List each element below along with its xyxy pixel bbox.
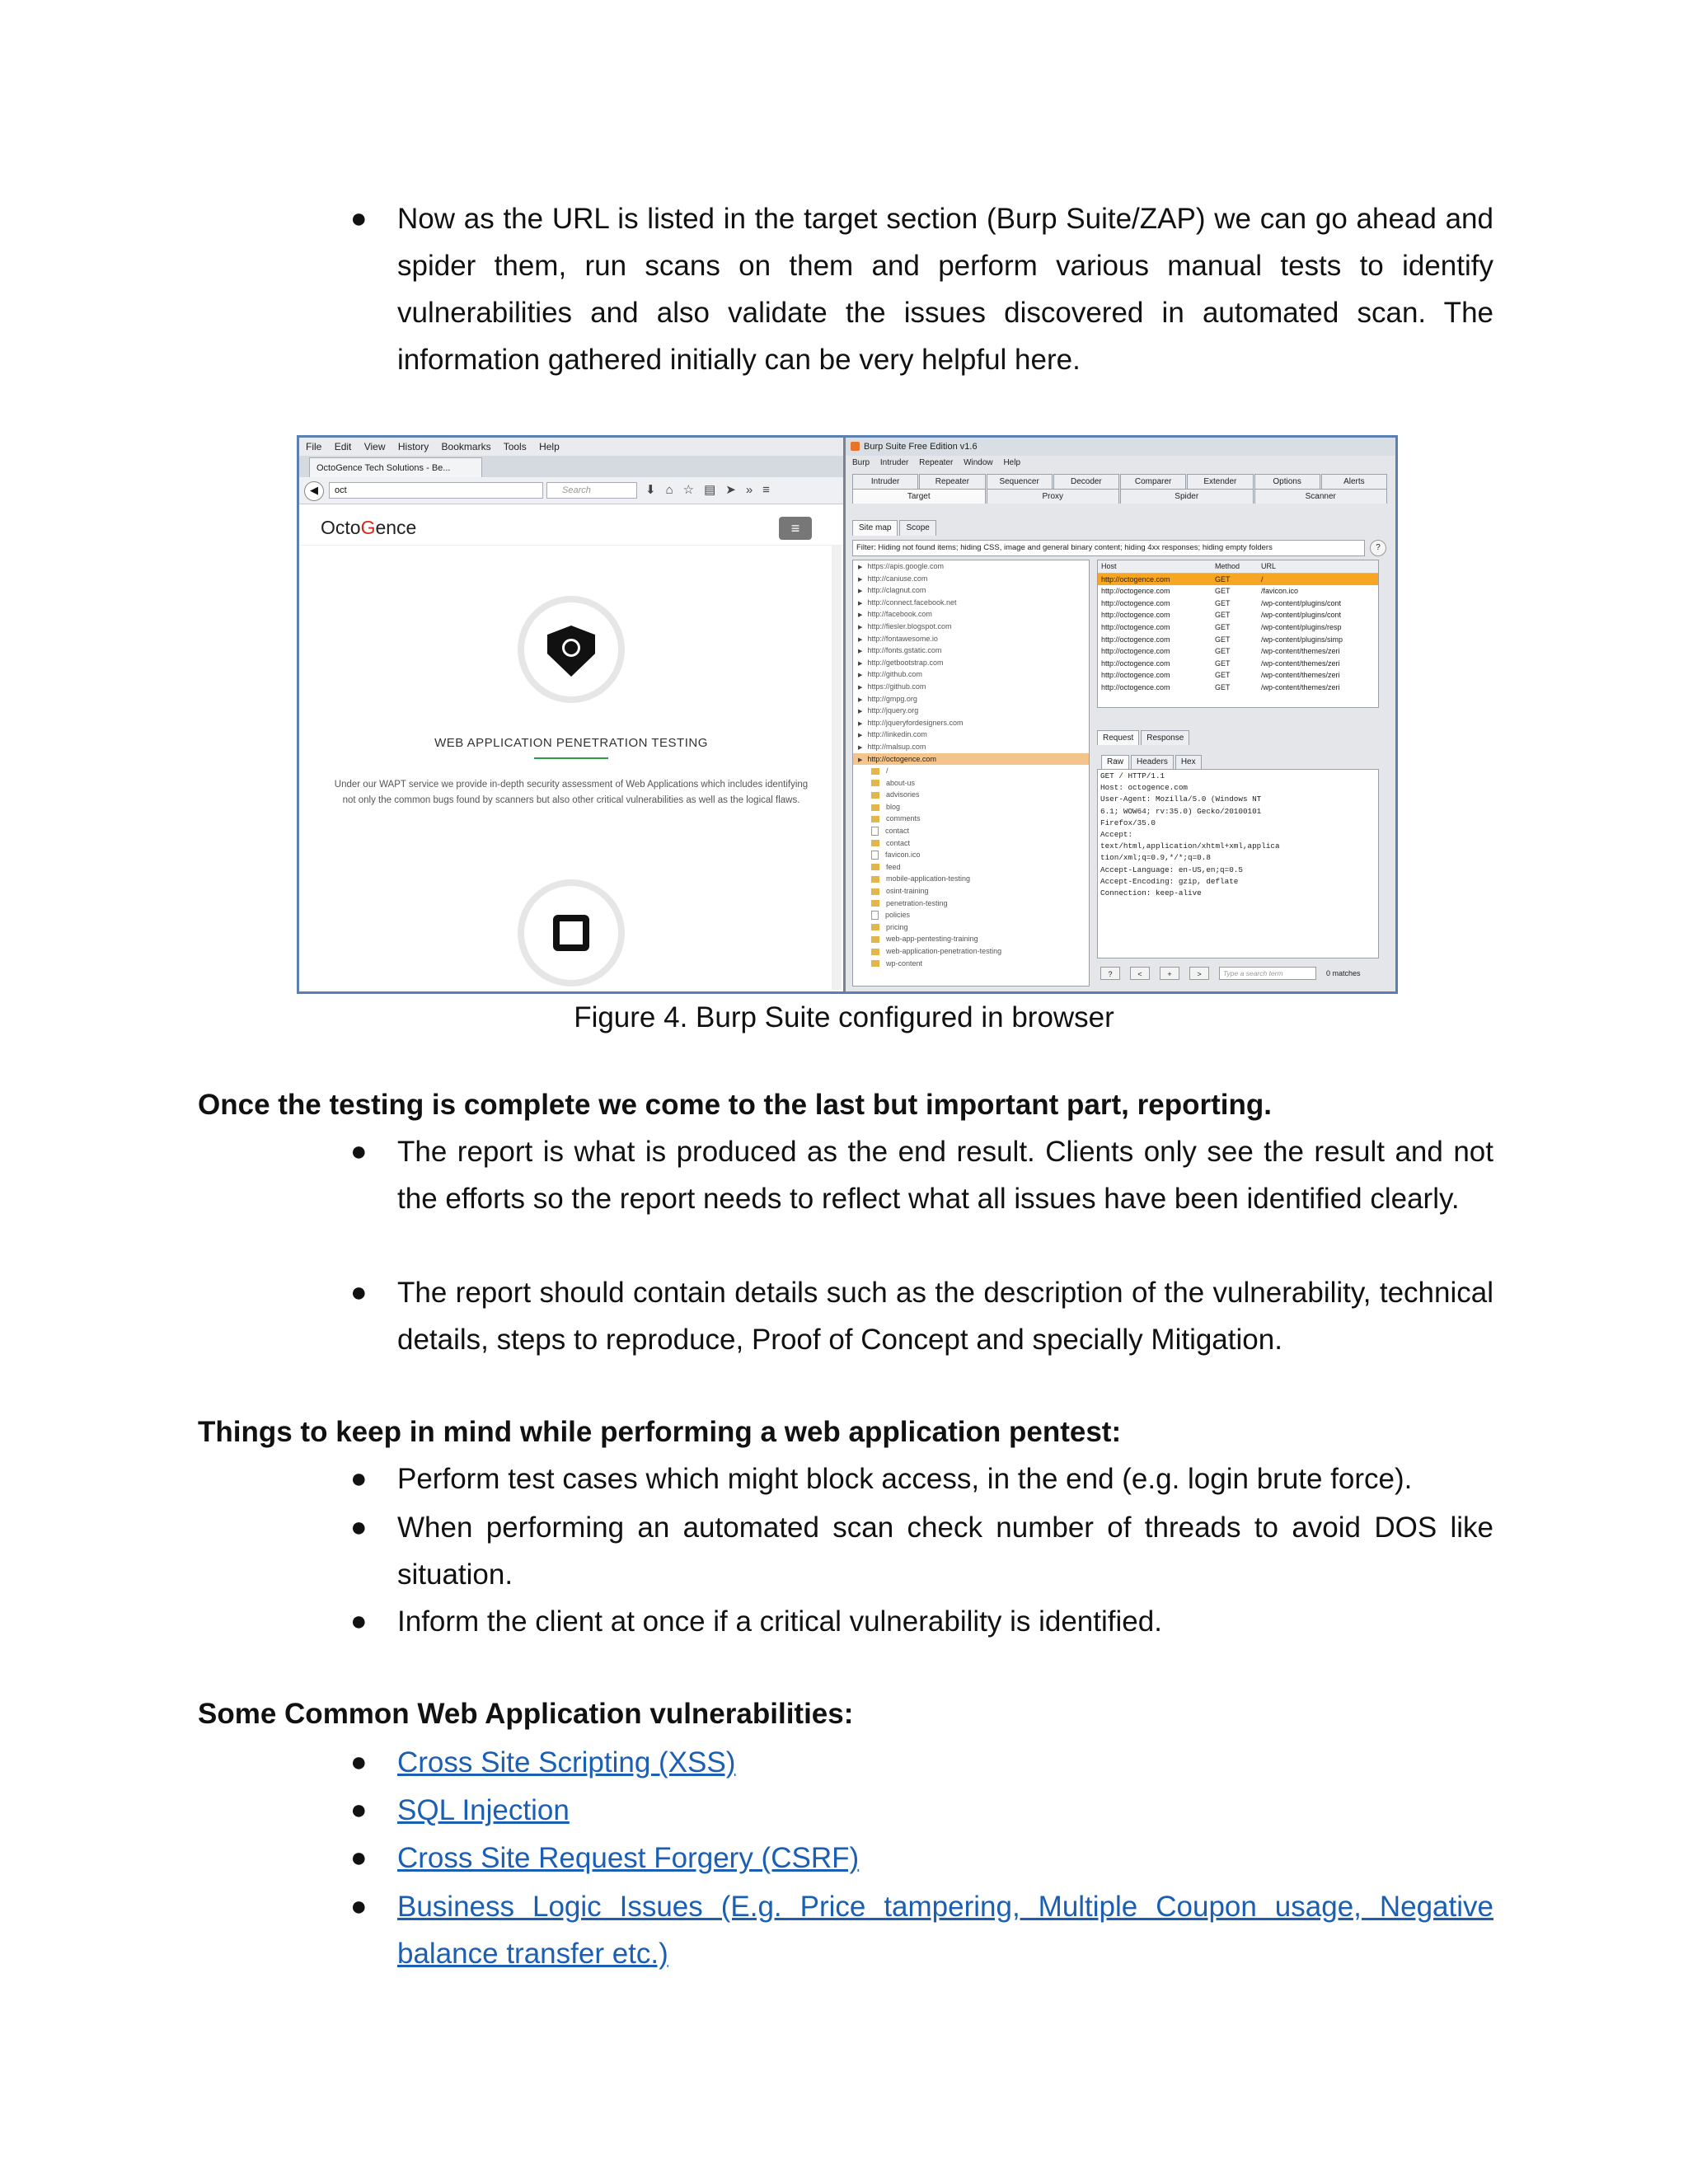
tree-node-folder[interactable] (853, 789, 1089, 801)
burp-menu-repeater[interactable]: Repeater (919, 458, 954, 467)
next-button[interactable]: > (1189, 967, 1209, 980)
tab-intruder[interactable]: Intruder (852, 474, 918, 489)
table-cell: GET (1215, 574, 1231, 583)
tree-node-site[interactable] (853, 584, 1089, 597)
expand-arrow-icon[interactable]: ▶ (858, 744, 863, 751)
table-row[interactable] (1098, 645, 1378, 658)
menu-help[interactable]: Help (539, 441, 560, 452)
tree-node-label: web-app-pentesting-training (886, 935, 978, 944)
tree-node-site[interactable] (853, 644, 1089, 657)
tree-node-site[interactable] (853, 573, 1089, 585)
tree-node-folder[interactable] (853, 765, 1089, 777)
tree-node-site[interactable] (853, 717, 1089, 729)
reporting-bullet-1: The report is what is produced as the end result. Clients only see the result and not the efforts so the report needs to reflect what all issues have been identified clearly. (397, 1136, 1493, 1215)
col-url[interactable]: URL (1261, 562, 1277, 570)
keep-bullet-1: Perform test cases which might block access, in the end (e.g. login brute force). (397, 1463, 1413, 1495)
expand-arrow-icon[interactable]: ▶ (858, 612, 863, 619)
firefox-tabbar (299, 456, 843, 477)
table-cell: http://octogence.com (1101, 622, 1170, 631)
tab-alerts[interactable]: Alerts (1321, 474, 1387, 489)
tree-node-site[interactable] (853, 729, 1089, 741)
raw-request-view[interactable]: GET / HTTP/1.1 Host: octogence.com User-Agent: Mozilla/5.0 (Windows NT 6.1; WOW64; rv:35.0) Gecko/20100101 Firefox/35.0 Accept: text/html,application/xhtml+xml,applica tion/xml;q=0.9,*/*;q=0.8 Accept-Language: en-US,en;q=0.5 Accept-Encoding: gzip, deflate Connection: keep-alive (1097, 769, 1379, 958)
table-cell: http://octogence.com (1101, 587, 1170, 596)
tree-node-label: http://github.com (867, 670, 922, 679)
table-row[interactable] (1098, 621, 1378, 634)
table-cell: / (1261, 574, 1264, 583)
tree-node-site[interactable] (853, 705, 1089, 717)
tab-repeater[interactable]: Repeater (919, 474, 985, 489)
bullet: ● (350, 1746, 368, 1778)
service-description: Under our WAPT service we provide in-depth security assessment of Web Applications which includes identifying not only the common bugs found by scanners but also other critical vulnerabilities as well as the logical flaws. (334, 780, 809, 805)
tab-headers[interactable]: Headers (1131, 755, 1174, 769)
bullet: ● (350, 1842, 368, 1873)
tree-node-label: contact (886, 838, 911, 847)
burp-main-tabs (852, 474, 1388, 504)
tree-node-site[interactable] (853, 741, 1089, 753)
target-icon (553, 915, 589, 951)
menu-edit[interactable]: Edit (334, 441, 352, 452)
bullet: ● (350, 203, 368, 234)
expand-arrow-icon[interactable]: ▶ (858, 624, 863, 630)
tree-node-label: http://gmpg.org (867, 694, 917, 703)
table-cell: http://octogence.com (1101, 682, 1170, 691)
bullet: ● (350, 1891, 368, 1922)
tree-node-label: osint-training (886, 887, 929, 896)
tree-node-folder[interactable] (853, 933, 1089, 945)
tree-node-label: http://linkedin.com (867, 730, 927, 739)
expand-arrow-icon[interactable]: ▶ (858, 720, 863, 727)
table-cell: /wp-content/themes/zeri (1261, 658, 1340, 668)
shield-icon-ring (518, 596, 625, 703)
tree-node-folder[interactable] (853, 777, 1089, 790)
tree-node-label: favicon.ico (885, 851, 921, 860)
firefox-toolbar (299, 477, 843, 504)
title-underline (534, 757, 608, 759)
tab-site-map[interactable]: Site map (852, 520, 898, 536)
tab-options[interactable]: Options (1254, 474, 1320, 489)
target-icon-ring (518, 879, 625, 987)
request-table[interactable] (1097, 560, 1379, 708)
tree-node-folder[interactable] (853, 837, 1089, 850)
bullet: ● (350, 1511, 368, 1543)
burp-suite-screenshot (297, 435, 1398, 994)
burp-menu-window[interactable]: Window (964, 458, 993, 467)
menu-view[interactable]: View (363, 441, 386, 452)
table-row[interactable] (1098, 598, 1378, 610)
tree-node-label: http://jquery.org (867, 706, 919, 715)
bullet: ● (350, 1136, 368, 1167)
table-row[interactable] (1098, 658, 1378, 670)
tab-request[interactable]: Request (1097, 730, 1139, 745)
tree-node-label: http://clagnut.com (867, 586, 926, 595)
request-response-tabs (1097, 730, 1191, 745)
bullet: ● (350, 1794, 368, 1825)
tree-node-label: / (886, 766, 889, 776)
bullet: ● (350, 1277, 368, 1308)
tree-node-site[interactable] (853, 597, 1089, 609)
link-business-logic[interactable]: Business Logic Issues (E.g. Price tampering, Multiple Coupon usage, Negative balance transfer etc.) (397, 1891, 1493, 1970)
expand-arrow-icon[interactable]: ▶ (858, 600, 863, 607)
tree-node-label: http://connect.facebook.net (867, 598, 957, 607)
table-header (1098, 560, 1378, 574)
tree-node-label: http://octogence.com (867, 754, 936, 763)
table-row[interactable] (1098, 574, 1378, 586)
table-cell: GET (1215, 647, 1231, 656)
tab-scanner[interactable]: Scanner (1254, 489, 1388, 504)
tree-node-folder[interactable] (853, 898, 1089, 910)
reporting-bullet-2: The report should contain details such as the description of the vulnerability, technical details, steps to reproduce, Proof of Concept and specially Mitigation. (397, 1277, 1493, 1356)
tab-proxy[interactable]: Proxy (987, 489, 1120, 504)
tree-node-folder[interactable] (853, 945, 1089, 958)
filter-bar[interactable]: Filter: Hiding not found items; hiding CSS, image and general binary content; hiding 4xx responses; hiding empty folders (852, 540, 1365, 556)
link-csrf[interactable]: Cross Site Request Forgery (CSRF) (397, 1842, 860, 1874)
tree-node-label: contact (885, 827, 910, 836)
table-cell: GET (1215, 587, 1231, 596)
search-term-input[interactable]: Type a search term (1219, 967, 1316, 980)
tree-node-label: http://fiesler.blogspot.com (867, 621, 952, 630)
tree-node-site[interactable] (853, 608, 1089, 621)
request-search-bar (1097, 965, 1379, 983)
keep-bullet-3: Inform the client at once if a critical vulnerability is identified. (397, 1605, 1162, 1638)
table-cell: http://octogence.com (1101, 635, 1170, 644)
tree-node-site[interactable] (853, 633, 1089, 645)
tree-node-folder[interactable] (853, 958, 1089, 970)
tree-node-file[interactable] (853, 825, 1089, 837)
tree-node-label: advisories (886, 790, 920, 799)
burp-menu-intruder[interactable]: Intruder (879, 458, 909, 467)
tree-node-site[interactable] (853, 657, 1089, 669)
link-xss[interactable]: Cross Site Scripting (XSS) (397, 1746, 736, 1779)
expand-arrow-icon[interactable]: ▶ (858, 684, 863, 691)
tree-node-label: policies (885, 911, 911, 920)
url-bar[interactable]: oct (329, 482, 543, 499)
match-count: 0 matches (1326, 969, 1361, 977)
tree-node-label: http://facebook.com (867, 610, 932, 619)
burp-title: Burp Suite Free Edition v1.6 (846, 438, 1395, 456)
tree-node-site[interactable] (853, 668, 1089, 681)
firefox-window (299, 438, 846, 991)
tree-node-label: http://malsup.com (867, 742, 926, 751)
target-subtabs (852, 520, 938, 536)
menu-bookmarks[interactable]: Bookmarks (441, 441, 491, 452)
tree-node-file[interactable] (853, 849, 1089, 861)
tree-node-label: http://getbootstrap.com (867, 658, 944, 667)
tree-node-file[interactable] (853, 909, 1089, 921)
firefox-menubar (299, 438, 843, 456)
tree-node-label: https://apis.google.com (867, 562, 944, 570)
tab-scope[interactable]: Scope (899, 520, 935, 536)
figure-caption: Figure 4. Burp Suite configured in browser (574, 1001, 1114, 1033)
tree-node-label: http://jqueryfordesigners.com (867, 718, 964, 727)
tab-sequencer[interactable]: Sequencer (987, 474, 1053, 489)
shield-icon (547, 626, 595, 677)
back-icon[interactable]: ◀ (304, 481, 324, 501)
tree-node-label: about-us (886, 778, 916, 787)
table-cell: /wp-content/themes/zeri (1261, 647, 1340, 656)
tree-node-site[interactable] (853, 753, 1089, 766)
tab-comparer[interactable]: Comparer (1120, 474, 1186, 489)
menu-file[interactable]: File (306, 441, 322, 452)
vulnerabilities-heading: Some Common Web Application vulnerabilities: (198, 1698, 854, 1730)
tree-node-label: https://github.com (867, 682, 926, 691)
table-cell: http://octogence.com (1101, 598, 1170, 607)
keep-in-mind-heading: Things to keep in mind while performing a web application pentest: (198, 1416, 1122, 1448)
toolbar-icons[interactable]: ⬇⌂☆▤➤»≡ (645, 483, 780, 497)
col-host[interactable]: Host (1101, 562, 1117, 570)
burp-menu-help[interactable]: Help (1003, 458, 1021, 467)
service-title: WEB APPLICATION PENETRATION TESTING (434, 736, 708, 750)
tree-node-folder[interactable] (853, 861, 1089, 874)
tree-node-folder[interactable] (853, 885, 1089, 898)
tree-node-label: http://fonts.gstatic.com (867, 646, 942, 655)
prev-button[interactable]: < (1130, 967, 1150, 980)
browser-tab[interactable]: OctoGence Tech Solutions - Be... (309, 457, 482, 477)
expand-arrow-icon[interactable]: ▶ (858, 636, 863, 643)
menu-history[interactable]: History (397, 441, 429, 452)
hamburger-menu-icon[interactable]: ≡ (779, 517, 812, 540)
burp-window (846, 438, 1395, 991)
tree-node-label: feed (886, 862, 901, 871)
tree-node-folder[interactable] (853, 801, 1089, 813)
table-cell: GET (1215, 598, 1231, 607)
tree-node-label: web-application-penetration-testing (886, 947, 1002, 955)
table-cell: /wp-content/plugins/simp (1261, 635, 1343, 644)
table-cell: GET (1215, 635, 1231, 644)
page-scrollbar[interactable] (832, 545, 842, 990)
tree-node-label: penetration-testing (886, 898, 948, 907)
table-cell: /wp-content/plugins/resp (1261, 622, 1342, 631)
expand-arrow-icon[interactable]: ▶ (858, 673, 863, 679)
intro-paragraph: Now as the URL is listed in the target section (Burp Suite/ZAP) we can go ahead and spider them, run scans on them and perform various manual tests to identify vulnerabilities and also validate the issues discovered in automated scan. The information gathered initially can be very helpful here. (397, 203, 1493, 376)
col-method[interactable]: Method (1215, 562, 1240, 570)
tab-hex[interactable]: Hex (1175, 755, 1202, 769)
tab-raw[interactable]: Raw (1101, 755, 1129, 769)
tree-node-folder[interactable] (853, 921, 1089, 934)
tree-node-folder[interactable] (853, 813, 1089, 825)
bullet: ● (350, 1463, 368, 1494)
search-input[interactable]: Search (546, 482, 637, 499)
site-logo[interactable]: OctoGence (321, 517, 417, 538)
site-map-tree[interactable] (852, 560, 1090, 987)
expand-arrow-icon[interactable]: ▶ (858, 565, 863, 570)
reporting-heading: Once the testing is complete we come to the last but important part, reporting. (198, 1089, 1272, 1121)
table-cell: http://octogence.com (1101, 611, 1170, 620)
table-cell: http://octogence.com (1101, 574, 1170, 583)
tree-node-site[interactable] (853, 681, 1089, 693)
table-cell: /favicon.ico (1261, 587, 1299, 596)
tree-node-site[interactable] (853, 693, 1089, 705)
table-cell: GET (1215, 682, 1231, 691)
table-cell: http://octogence.com (1101, 658, 1170, 668)
expand-arrow-icon[interactable]: ▶ (858, 660, 863, 667)
expand-arrow-icon[interactable]: ▶ (858, 576, 863, 583)
expand-arrow-icon[interactable]: ▶ (858, 757, 863, 763)
tab-extender[interactable]: Extender (1187, 474, 1253, 489)
expand-arrow-icon[interactable]: ▶ (858, 709, 863, 715)
table-row[interactable] (1098, 669, 1378, 682)
table-row[interactable] (1098, 682, 1378, 694)
tree-node-folder[interactable] (853, 873, 1089, 885)
burp-menu-burp[interactable]: Burp (852, 458, 870, 467)
table-cell: GET (1215, 611, 1231, 620)
table-row[interactable] (1098, 585, 1378, 598)
table-row[interactable] (1098, 634, 1378, 646)
expand-arrow-icon[interactable]: ▶ (858, 733, 863, 739)
tree-node-label: pricing (886, 922, 908, 931)
burp-menubar (846, 456, 1395, 471)
tree-node-label: blog (886, 802, 901, 811)
table-cell: http://octogence.com (1101, 671, 1170, 680)
expand-arrow-icon[interactable]: ▶ (858, 649, 863, 655)
bullet: ● (350, 1605, 368, 1637)
tree-node-label: http://fontawesome.io (867, 634, 938, 643)
link-sql-injection[interactable]: SQL Injection (397, 1794, 570, 1826)
expand-arrow-icon[interactable]: ▶ (858, 696, 863, 703)
table-cell: /wp-content/themes/zeri (1261, 682, 1340, 691)
table-cell: http://octogence.com (1101, 647, 1170, 656)
tree-node-site[interactable] (853, 621, 1089, 633)
view-tabs (1101, 755, 1203, 769)
tree-node-label: mobile-application-testing (886, 874, 971, 883)
help-button[interactable]: ? (1100, 967, 1120, 980)
keep-bullet-2: When performing an automated scan check number of threads to avoid DOS like situation. (397, 1511, 1493, 1591)
table-cell: GET (1215, 658, 1231, 668)
tab-decoder[interactable]: Decoder (1053, 474, 1119, 489)
tree-node-label: http://caniuse.com (867, 574, 928, 583)
table-cell: /wp-content/plugins/cont (1261, 611, 1342, 620)
table-cell: /wp-content/plugins/cont (1261, 598, 1342, 607)
tab-response[interactable]: Response (1141, 730, 1189, 745)
tab-spider[interactable]: Spider (1120, 489, 1254, 504)
site-header (299, 504, 843, 546)
table-row[interactable] (1098, 609, 1378, 621)
table-cell: /wp-content/themes/zeri (1261, 671, 1340, 680)
tree-node-site[interactable] (853, 560, 1089, 573)
menu-tools[interactable]: Tools (503, 441, 527, 452)
table-cell: GET (1215, 622, 1231, 631)
add-button[interactable]: + (1160, 967, 1179, 980)
tab-target[interactable]: Target (852, 489, 986, 504)
expand-arrow-icon[interactable]: ▶ (858, 588, 863, 595)
table-cell: GET (1215, 671, 1231, 680)
help-icon[interactable]: ? (1370, 540, 1386, 556)
tree-node-label: wp-content (886, 958, 923, 968)
tree-node-label: comments (886, 814, 921, 823)
